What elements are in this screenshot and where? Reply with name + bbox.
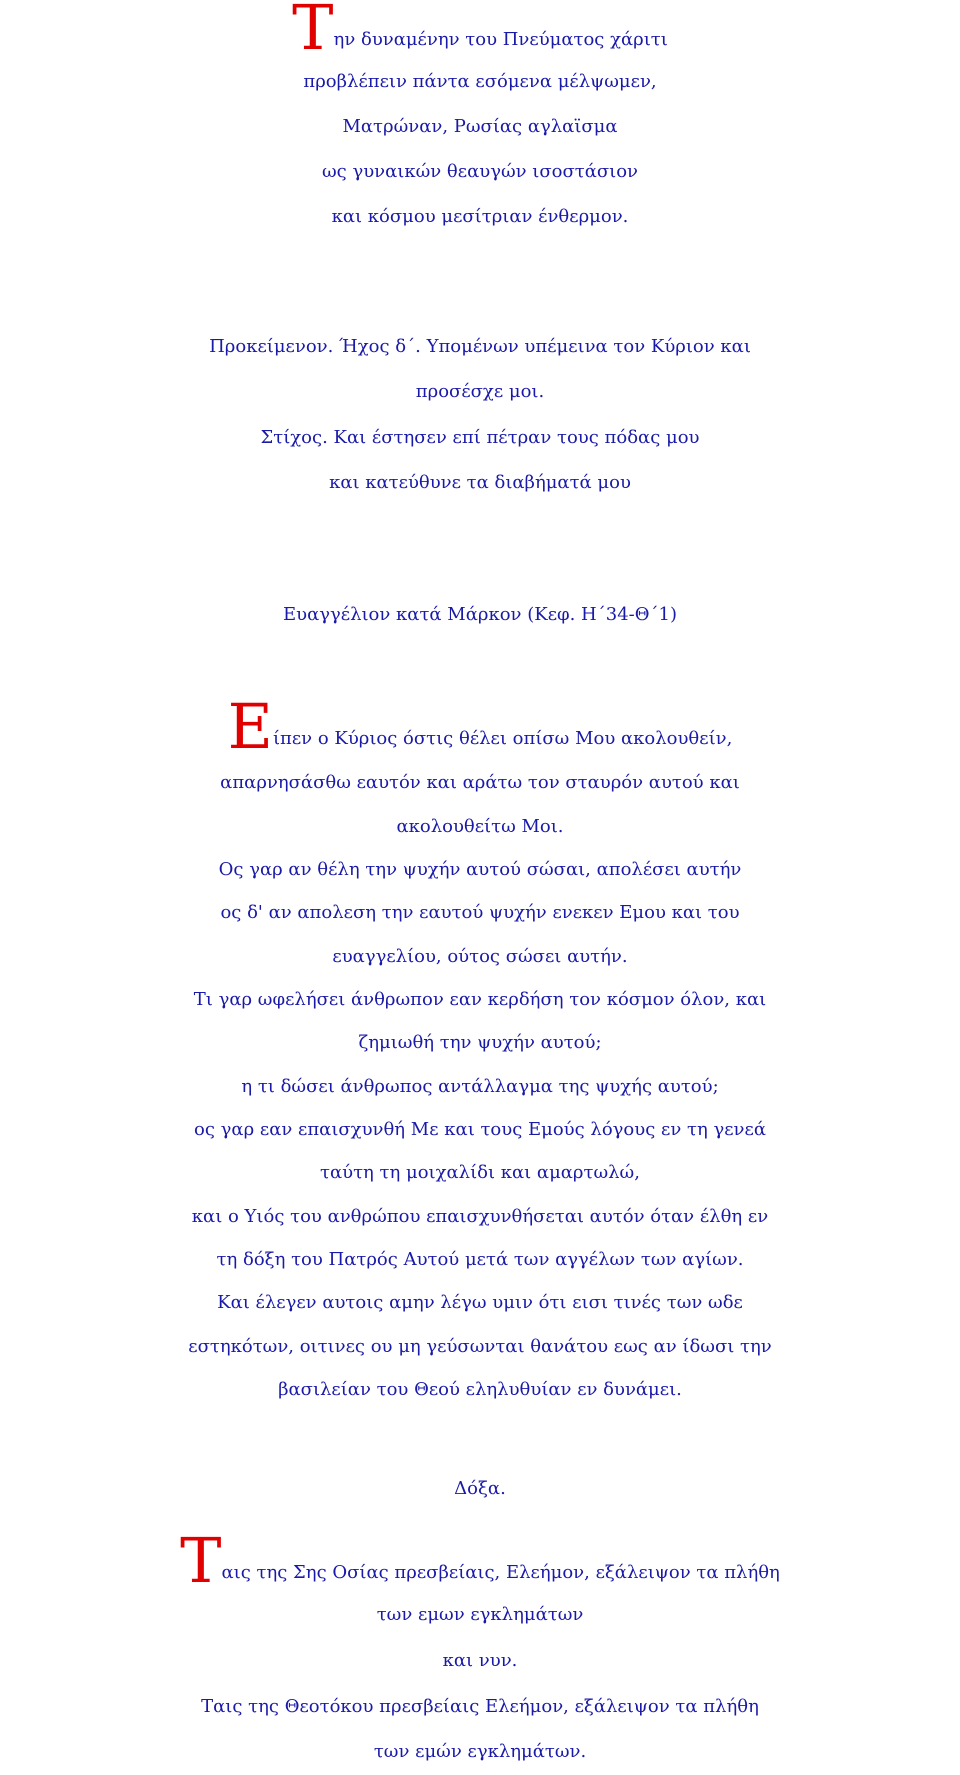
troparion-line: και κόσμου μεσίτριαν ένθερμον.: [331, 206, 629, 227]
gospel-line: ζημιωθή την ψυχήν αυτού;: [358, 1032, 602, 1053]
gospel-line: Ος γαρ αν θέλη την ψυχήν αυτού σώσαι, απολέσει αυτήν: [218, 859, 742, 880]
gospel-first-line: [0, 690, 960, 763]
gospel-heading: Ευαγγέλιον κατά Μάρκον (Κεφ. Η΄34-Θ΄1): [283, 604, 677, 625]
gospel-line: απαρνησάσθω εαυτόν και αράτω τον σταυρόν αυτού και: [220, 772, 740, 793]
gospel-line: ακολουθείτω Μοι.: [396, 816, 564, 837]
theotokion-line: των εμών εγκλημάτων.: [373, 1741, 587, 1762]
gospel-line: ευαγγελίου, ούτος σώσει αυτήν.: [332, 946, 628, 967]
troparion-line: Ματρώναν, Ρωσίας αγλαϊσμα: [342, 116, 618, 137]
troparion-line: προβλέπειν πάντα εσόμενα μέλψωμεν,: [303, 71, 657, 92]
troparion-first-line: [0, 0, 960, 64]
drop-cap: Ε: [227, 690, 273, 763]
drop-cap: Τ: [180, 1524, 222, 1597]
gospel-line: Και έλεγεν αυτοις αμην λέγω υμιν ότι εισι τινές των ωδε: [217, 1292, 743, 1313]
prokeimenon-verse: Στίχος. Και έστησεν επί πέτραν τους πόδας μου: [260, 427, 700, 448]
gospel-line: εστηκότων, οιτινες ου μη γεύσωνται θανάτου εως αν ίδωσι την: [188, 1336, 772, 1357]
gospel-line: η τι δώσει άνθρωπος αντάλλαγμα της ψυχής αυτού;: [241, 1076, 719, 1097]
gospel-line: ταύτη τη μοιχαλίδι και αμαρτωλώ,: [320, 1162, 640, 1183]
troparion-line: ως γυναικών θεαυγών ισοστάσιον: [322, 161, 638, 182]
gospel-line: ος γαρ εαν επαισχυνθή Με και τους Εμούς λόγους εν τη γενεά: [194, 1119, 766, 1140]
doxa-first-line: [0, 1524, 960, 1597]
gospel-line: βασιλείαν του Θεού εληλυθυίαν εν δυνάμει.: [278, 1379, 682, 1400]
prokeimenon-line: προσέσχε μοι.: [415, 381, 545, 402]
theotokion-line: Ταις της Θεοτόκου πρεσβείαις Ελεήμον, εξάλειψον τα πλήθη: [201, 1696, 759, 1717]
gospel-line: τη δόξη του Πατρός Αυτού μετά των αγγέλων των αγίων.: [216, 1249, 744, 1270]
prokeimenon-verse: και κατεύθυνε τα διαβήματά μου: [329, 472, 631, 493]
gospel-first-line-text: ίπεν ο Κύριος όστις θέλει οπίσω Μου ακολουθείν,: [272, 728, 733, 749]
doxa-line: και νυν.: [442, 1650, 518, 1671]
doxa-first-line-text: αις της Σης Οσίας πρεσβείαις, Ελεήμον, εξάλειψον τα πλήθη: [221, 1562, 780, 1583]
gospel-line: Τι γαρ ωφελήσει άνθρωπον εαν κερδήση τον κόσμον όλον, και: [193, 989, 767, 1010]
troparion-first-line-text: ην δυναμένην του Πνεύματος χάριτι: [333, 29, 668, 50]
doxa-line: των εμων εγκλημάτων: [376, 1604, 584, 1625]
gospel-line: ος δ' αν απολεση την εαυτού ψυχήν ενεκεν Εμου και του: [220, 902, 740, 923]
doxa-label: Δόξα.: [454, 1478, 506, 1499]
gospel-line: και ο Υιός του ανθρώπου επαισχυνθήσεται αυτόν όταν έλθη εν: [191, 1206, 769, 1227]
drop-cap: Τ: [292, 0, 334, 64]
prokeimenon-line: Προκείμενον. Ήχος δ΄. Υπομένων υπέμεινα τον Κύριον και: [209, 336, 751, 357]
